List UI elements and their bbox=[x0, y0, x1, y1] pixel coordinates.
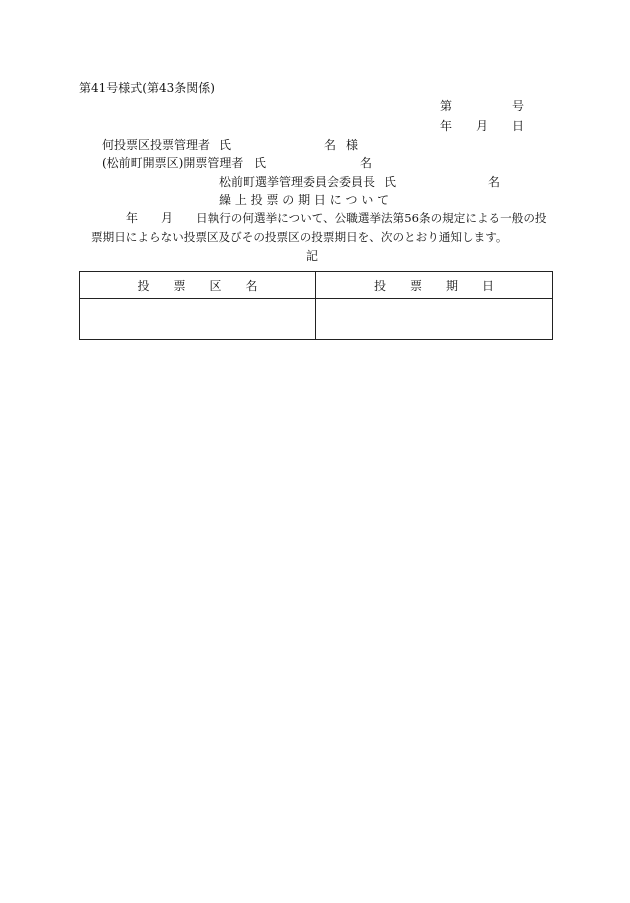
body-year: 年 bbox=[126, 211, 139, 225]
reference-no-prefix: 第 bbox=[440, 99, 453, 113]
date-day: 日 bbox=[512, 119, 525, 133]
addressee-mei-2: 名 bbox=[360, 156, 373, 170]
addressee-role-2: (松前町開票区)開票管理者 bbox=[102, 156, 244, 170]
sender-shi: 氏 bbox=[384, 175, 397, 189]
reference-no-suffix: 号 bbox=[512, 99, 525, 113]
addressee-role-1: 何投票区投票管理者 bbox=[102, 138, 211, 152]
cell-polling-date bbox=[316, 299, 553, 340]
sender-mei: 名 bbox=[488, 175, 501, 189]
addressee-shi-1: 氏 bbox=[219, 138, 232, 152]
cell-polling-district bbox=[80, 299, 316, 340]
addressee-sama: 様 bbox=[346, 138, 359, 152]
body-line-1: 日執行の何選挙について、公職選挙法第56条の規定による一般の投 bbox=[196, 211, 547, 225]
body-line-2: 票期日によらない投票区及びその投票区の投票期日を、次のとおり通知します。 bbox=[91, 230, 508, 244]
body-month: 月 bbox=[161, 211, 174, 225]
subject-title: 繰 上 投 票 の 期 日 に つ い て bbox=[219, 193, 390, 207]
sender-role: 松前町選挙管理委員会委員長 bbox=[219, 175, 376, 189]
addressee-shi-2: 氏 bbox=[254, 156, 267, 170]
header-polling-date: 投 票 期 日 bbox=[316, 272, 553, 299]
addressee-mei-1: 名 bbox=[324, 138, 337, 152]
date-month: 月 bbox=[476, 119, 489, 133]
polling-table bbox=[79, 271, 553, 340]
form-number: 第41号様式(第43条関係) bbox=[79, 81, 215, 95]
ki-heading: 記 bbox=[306, 249, 319, 263]
table-header-row bbox=[80, 272, 553, 299]
table-row bbox=[80, 299, 553, 340]
header-polling-district: 投 票 区 名 bbox=[80, 272, 316, 299]
date-year: 年 bbox=[440, 119, 453, 133]
